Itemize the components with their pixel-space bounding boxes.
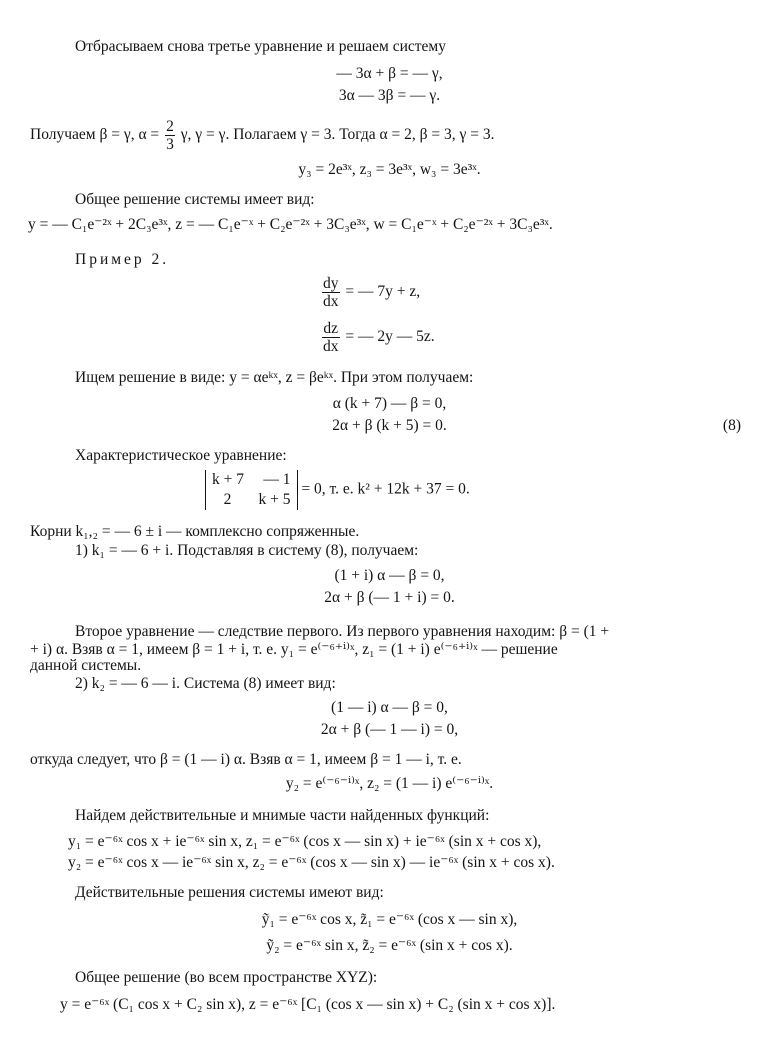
text-line: + i) α. Взяв α = 1, имеем β = 1 + i, т. е. y₁ = e⁽⁻⁶⁺ⁱ⁾ˣ, z₁ = (1 + i) e⁽⁻⁶⁺ⁱ⁾ˣ — решение bbox=[30, 641, 558, 658]
fraction bbox=[165, 118, 175, 153]
text-fragment: γ, γ = γ. Полагаем γ = 3. Тогда α = 2, β = 3, γ = 3. bbox=[180, 126, 495, 144]
equation-line: (1 + i) α — β = 0, bbox=[334, 567, 445, 584]
fraction-numerator: dz bbox=[323, 320, 339, 337]
equation-line: — 3α + β = — γ, bbox=[336, 65, 443, 82]
text-line: 2) k₂ = — 6 — i. Система (8) имеет вид: bbox=[75, 675, 336, 692]
text-fragment: Получаем β = γ, α = bbox=[30, 126, 160, 144]
fraction-denominator: dx bbox=[323, 338, 339, 355]
text-line: Второе уравнение — следствие первого. Из первого уравнения находим: β = (1 + bbox=[75, 623, 610, 640]
equation-line: y₂ = e⁻⁶ˣ cos x — ie⁻⁶ˣ sin x, z₂ = e⁻⁶ˣ (cos x — sin x) — ie⁻⁶ˣ (sin x + cos x). bbox=[68, 854, 555, 871]
text-line: Характеристическое уравнение: bbox=[75, 447, 287, 464]
equation-line: (1 — i) α — β = 0, bbox=[331, 699, 448, 716]
determinant-row: k + 7 — 1 bbox=[212, 471, 291, 488]
fraction bbox=[322, 320, 340, 355]
text-line: Отбрасываем снова третье уравнение и решаем систему bbox=[75, 38, 446, 55]
equation-line bbox=[320, 275, 420, 310]
equation-line: 2α + β (— 1 + i) = 0. bbox=[324, 589, 455, 606]
determinant bbox=[205, 470, 298, 510]
fraction-numerator: dy bbox=[323, 275, 339, 292]
equation-line: y = — C₁e⁻²ˣ + 2C₃e³ˣ, z = — C₁e⁻ˣ + C₂e⁻²ˣ + 3C₃e³ˣ, w = C₁e⁻ˣ + C₂e⁻²ˣ + 3C₃e³ˣ. bbox=[28, 216, 553, 233]
equation-line bbox=[320, 320, 435, 355]
equation-line: y = e⁻⁶ˣ (C₁ cos x + C₂ sin x), z = e⁻⁶ˣ [C₁ (cos x — sin x) + C₂ (sin x + cos x)]. bbox=[60, 996, 556, 1013]
equation-line: y₁ = e⁻⁶ˣ cos x + ie⁻⁶ˣ sin x, z₁ = e⁻⁶ˣ (cos x — sin x) + ie⁻⁶ˣ (sin x + cos x), bbox=[68, 833, 542, 850]
equation-number: (8) bbox=[722, 417, 741, 434]
text-line bbox=[30, 118, 494, 153]
equation-line: 2α + β (k + 5) = 0. bbox=[332, 417, 447, 434]
text-fragment: = — 2y — 5z. bbox=[345, 328, 435, 346]
fraction bbox=[322, 275, 340, 310]
example-heading: Пример 2. bbox=[75, 251, 170, 268]
text-fragment: = — 7y + z, bbox=[345, 283, 421, 301]
equation-line bbox=[205, 470, 470, 510]
text-line: Ищем решение в виде: y = αeᵏˣ, z = βeᵏˣ. При этом получаем: bbox=[75, 369, 474, 386]
determinant-row: 2 k + 5 bbox=[212, 491, 291, 508]
text-line: Общее решение (во всем пространстве XYZ): bbox=[75, 969, 378, 986]
equation-line: y₃ = 2e³ˣ, z₃ = 3e³ˣ, w₃ = 3e³ˣ. bbox=[298, 161, 481, 178]
text-line: Общее решение системы имеет вид: bbox=[75, 191, 315, 208]
equation-line: ỹ₂ = e⁻⁶ˣ sin x, z̃₂ = e⁻⁶ˣ (sin x + cos x). bbox=[266, 937, 513, 954]
equation-line: y₂ = e⁽⁻⁶⁻ⁱ⁾ˣ, z₂ = (1 — i) e⁽⁻⁶⁻ⁱ⁾ˣ. bbox=[285, 775, 494, 792]
fraction-numerator: 2 bbox=[166, 118, 174, 135]
fraction-denominator: 3 bbox=[166, 136, 174, 153]
text-line: данной системы. bbox=[30, 657, 142, 674]
fraction-denominator: dx bbox=[323, 293, 339, 310]
equation-line: α (k + 7) — β = 0, bbox=[332, 395, 447, 412]
equation-line: 2α + β (— 1 — i) = 0, bbox=[320, 721, 459, 738]
text-line: Корни k₁,₂ = — 6 ± i — комплексно сопряженные. bbox=[30, 523, 360, 540]
text-line: Действительные решения системы имеют вид: bbox=[75, 884, 384, 901]
text-line: 1) k₁ = — 6 + i. Подставляя в систему (8), получаем: bbox=[75, 542, 419, 559]
text-fragment: = 0, т. е. k² + 12k + 37 = 0. bbox=[301, 480, 470, 498]
text-line: Найдем действительные и мнимые части найденных функций: bbox=[75, 807, 490, 824]
text-line: откуда следует, что β = (1 — i) α. Взяв α = 1, имеем β = 1 — i, т. е. bbox=[30, 751, 462, 768]
equation-line: ỹ₁ = e⁻⁶ˣ cos x, z̃₁ = e⁻⁶ˣ (cos x — sin x), bbox=[261, 911, 518, 928]
equation-line: 3α — 3β = — γ. bbox=[338, 87, 441, 104]
